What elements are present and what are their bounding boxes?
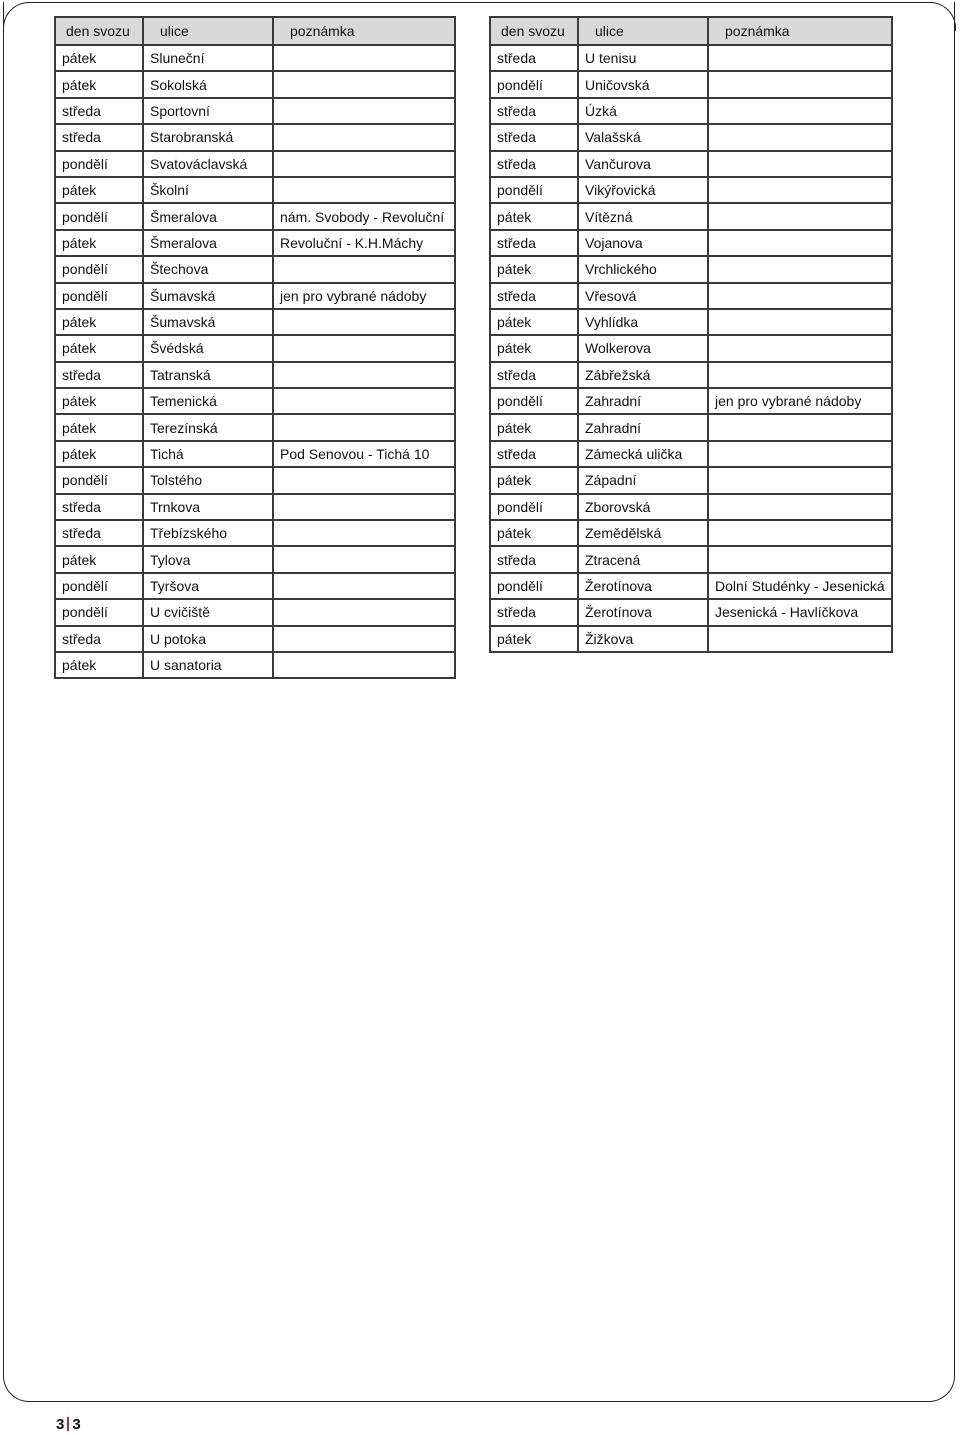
- cell-day: pátek: [54, 229, 142, 255]
- table-row: [54, 334, 456, 360]
- table-header-row: [54, 16, 456, 44]
- cell-note: [272, 361, 456, 387]
- cell-note: [272, 123, 456, 149]
- cell-day: pondělí: [54, 572, 142, 598]
- cell-day: pátek: [489, 334, 577, 360]
- cell-note: [272, 387, 456, 413]
- cell-note: [272, 334, 456, 360]
- cell-day: pátek: [54, 440, 142, 466]
- header-note: poznámka: [707, 16, 893, 44]
- cell-street: Šmeralova: [142, 229, 272, 255]
- header-note: poznámka: [272, 16, 456, 44]
- header-day: den svozu: [54, 16, 142, 44]
- cell-note: [272, 150, 456, 176]
- table-row: [54, 466, 456, 492]
- table-row: [489, 466, 893, 492]
- cell-day: středa: [54, 97, 142, 123]
- table-row: [54, 70, 456, 96]
- table-row: [489, 519, 893, 545]
- table-row: [54, 202, 456, 228]
- cell-street: U sanatoria: [142, 651, 272, 679]
- cell-street: Terezínská: [142, 413, 272, 439]
- cell-day: středa: [489, 44, 577, 70]
- table-row: [489, 97, 893, 123]
- cell-note: [707, 97, 893, 123]
- cell-day: pátek: [54, 44, 142, 70]
- cell-note: [272, 44, 456, 70]
- cell-day: středa: [489, 440, 577, 466]
- cell-street: Vikýřovická: [577, 176, 707, 202]
- cell-day: pátek: [54, 176, 142, 202]
- table-row: [54, 44, 456, 70]
- header-street: ulice: [142, 16, 272, 44]
- cell-day: pátek: [54, 545, 142, 571]
- cell-street: Vítězná: [577, 202, 707, 228]
- table-row: [54, 282, 456, 308]
- cell-day: středa: [489, 361, 577, 387]
- cell-street: Úzká: [577, 97, 707, 123]
- table-row: [489, 308, 893, 334]
- table-row: [54, 308, 456, 334]
- cell-note: Jesenická - Havlíčkova: [707, 598, 893, 624]
- table-row: [489, 255, 893, 281]
- cell-note: [272, 519, 456, 545]
- cell-street: Žižkova: [577, 625, 707, 653]
- table-row: [489, 150, 893, 176]
- cell-note: [272, 308, 456, 334]
- cell-note: nám. Svobody - Revoluční: [272, 202, 456, 228]
- cell-street: Šumavská: [142, 282, 272, 308]
- cell-street: Školní: [142, 176, 272, 202]
- table-row: [489, 282, 893, 308]
- cell-street: U tenisu: [577, 44, 707, 70]
- header-day: den svozu: [489, 16, 577, 44]
- cell-day: pátek: [54, 308, 142, 334]
- cell-note: [272, 70, 456, 96]
- table-row: [489, 625, 893, 653]
- cell-note: jen pro vybrané nádoby: [707, 387, 893, 413]
- cell-day: pondělí: [489, 176, 577, 202]
- table-row: [489, 334, 893, 360]
- schedule-table-left: [54, 16, 456, 679]
- table-row: [489, 545, 893, 571]
- page-number-current: 3: [56, 1416, 65, 1433]
- cell-note: [707, 519, 893, 545]
- cell-day: pondělí: [489, 493, 577, 519]
- table-row: [54, 387, 456, 413]
- table-row: [54, 413, 456, 439]
- cell-note: [707, 282, 893, 308]
- cell-street: Ztracená: [577, 545, 707, 571]
- cell-street: Zábřežská: [577, 361, 707, 387]
- table-row: [489, 70, 893, 96]
- cell-street: Svatováclavská: [142, 150, 272, 176]
- cell-day: pondělí: [54, 255, 142, 281]
- cell-note: [707, 440, 893, 466]
- cell-note: Dolní Studénky - Jesenická: [707, 572, 893, 598]
- cell-note: [707, 308, 893, 334]
- cell-day: pátek: [54, 334, 142, 360]
- cell-note: [707, 150, 893, 176]
- cell-day: pátek: [489, 308, 577, 334]
- cell-street: Štechova: [142, 255, 272, 281]
- cell-note: [707, 44, 893, 70]
- cell-note: [272, 413, 456, 439]
- cell-day: středa: [54, 123, 142, 149]
- table-row: [54, 651, 456, 679]
- cell-day: středa: [54, 493, 142, 519]
- cell-street: Vančurova: [577, 150, 707, 176]
- cell-day: pátek: [54, 70, 142, 96]
- page-number: [56, 1416, 81, 1433]
- table-row: [54, 229, 456, 255]
- cell-street: Žerotínova: [577, 572, 707, 598]
- cell-day: pondělí: [489, 572, 577, 598]
- table-row: [54, 97, 456, 123]
- table-header-row: [489, 16, 893, 44]
- cell-street: Švédská: [142, 334, 272, 360]
- cell-street: Vojanova: [577, 229, 707, 255]
- cell-note: [707, 176, 893, 202]
- cell-day: pondělí: [489, 70, 577, 96]
- cell-note: [272, 625, 456, 651]
- table-row: [489, 413, 893, 439]
- cell-note: [707, 229, 893, 255]
- cell-note: [272, 255, 456, 281]
- cell-street: Tyršova: [142, 572, 272, 598]
- cell-day: středa: [489, 97, 577, 123]
- table-row: [54, 361, 456, 387]
- table-row: [54, 572, 456, 598]
- cell-street: Temenická: [142, 387, 272, 413]
- page-number-separator: [67, 1417, 69, 1431]
- table-row: [54, 150, 456, 176]
- cell-street: Sokolská: [142, 70, 272, 96]
- table-row: [489, 440, 893, 466]
- cell-note: [707, 334, 893, 360]
- cell-note: jen pro vybrané nádoby: [272, 282, 456, 308]
- cell-note: [707, 413, 893, 439]
- cell-day: středa: [54, 519, 142, 545]
- cell-street: Tatranská: [142, 361, 272, 387]
- cell-day: středa: [489, 229, 577, 255]
- cell-note: [707, 625, 893, 653]
- cell-day: pondělí: [54, 202, 142, 228]
- cell-day: pondělí: [54, 282, 142, 308]
- cell-note: [272, 572, 456, 598]
- table-row: [54, 545, 456, 571]
- table-row: [54, 519, 456, 545]
- cell-street: U potoka: [142, 625, 272, 651]
- cell-day: pátek: [54, 651, 142, 679]
- cell-day: středa: [489, 123, 577, 149]
- cell-day: pondělí: [54, 466, 142, 492]
- cell-note: [707, 123, 893, 149]
- cell-street: Uničovská: [577, 70, 707, 96]
- cell-note: [707, 70, 893, 96]
- header-street: ulice: [577, 16, 707, 44]
- cell-day: pátek: [489, 625, 577, 653]
- cell-day: pátek: [489, 255, 577, 281]
- cell-street: Žerotínova: [577, 598, 707, 624]
- cell-note: [272, 493, 456, 519]
- table-row: [54, 123, 456, 149]
- cell-street: Vrchlického: [577, 255, 707, 281]
- cell-note: [272, 545, 456, 571]
- cell-day: pátek: [489, 519, 577, 545]
- cell-street: Vřesová: [577, 282, 707, 308]
- cell-day: pondělí: [54, 598, 142, 624]
- cell-note: [272, 466, 456, 492]
- cell-day: středa: [54, 625, 142, 651]
- table-row: [489, 361, 893, 387]
- cell-street: Zahradní: [577, 413, 707, 439]
- table-row: [489, 493, 893, 519]
- cell-street: Tylova: [142, 545, 272, 571]
- table-row: [54, 440, 456, 466]
- cell-street: U cvičiště: [142, 598, 272, 624]
- cell-day: pátek: [54, 387, 142, 413]
- cell-day: středa: [489, 282, 577, 308]
- cell-street: Zahradní: [577, 387, 707, 413]
- cell-street: Šmeralova: [142, 202, 272, 228]
- cell-note: [272, 97, 456, 123]
- cell-day: středa: [489, 598, 577, 624]
- cell-street: Sluneční: [142, 44, 272, 70]
- schedule-table-right: [489, 16, 893, 653]
- table-row: [489, 176, 893, 202]
- cell-day: pátek: [489, 202, 577, 228]
- table-row: [489, 202, 893, 228]
- cell-note: [707, 493, 893, 519]
- table-row: [54, 493, 456, 519]
- cell-street: Západní: [577, 466, 707, 492]
- cell-note: [272, 651, 456, 679]
- cell-street: Šumavská: [142, 308, 272, 334]
- cell-day: středa: [489, 545, 577, 571]
- cell-street: Trnkova: [142, 493, 272, 519]
- cell-note: Revoluční - K.H.Máchy: [272, 229, 456, 255]
- cell-note: [707, 545, 893, 571]
- cell-note: [272, 176, 456, 202]
- page-number-total: 3: [72, 1416, 81, 1433]
- cell-day: pondělí: [489, 387, 577, 413]
- cell-street: Starobranská: [142, 123, 272, 149]
- table-row: [489, 229, 893, 255]
- cell-day: pátek: [489, 466, 577, 492]
- table-row: [489, 44, 893, 70]
- cell-day: pátek: [489, 413, 577, 439]
- cell-street: Valašská: [577, 123, 707, 149]
- cell-day: středa: [54, 361, 142, 387]
- cell-note: [272, 598, 456, 624]
- table-row: [54, 598, 456, 624]
- cell-street: Zborovská: [577, 493, 707, 519]
- cell-street: Sportovní: [142, 97, 272, 123]
- cell-street: Zámecká ulička: [577, 440, 707, 466]
- cell-street: Tichá: [142, 440, 272, 466]
- cell-street: Třebízského: [142, 519, 272, 545]
- cell-note: [707, 255, 893, 281]
- cell-street: Tolstého: [142, 466, 272, 492]
- cell-note: [707, 466, 893, 492]
- table-row: [489, 572, 893, 598]
- cell-day: středa: [489, 150, 577, 176]
- cell-street: Zemědělská: [577, 519, 707, 545]
- table-row: [54, 176, 456, 202]
- table-row: [489, 123, 893, 149]
- cell-note: [707, 202, 893, 228]
- cell-street: Vyhlídka: [577, 308, 707, 334]
- cell-day: pátek: [54, 413, 142, 439]
- cell-note: [707, 361, 893, 387]
- table-row: [489, 387, 893, 413]
- cell-note: Pod Senovou - Tichá 10: [272, 440, 456, 466]
- table-row: [54, 625, 456, 651]
- cell-street: Wolkerova: [577, 334, 707, 360]
- table-row: [54, 255, 456, 281]
- cell-day: pondělí: [54, 150, 142, 176]
- table-row: [489, 598, 893, 624]
